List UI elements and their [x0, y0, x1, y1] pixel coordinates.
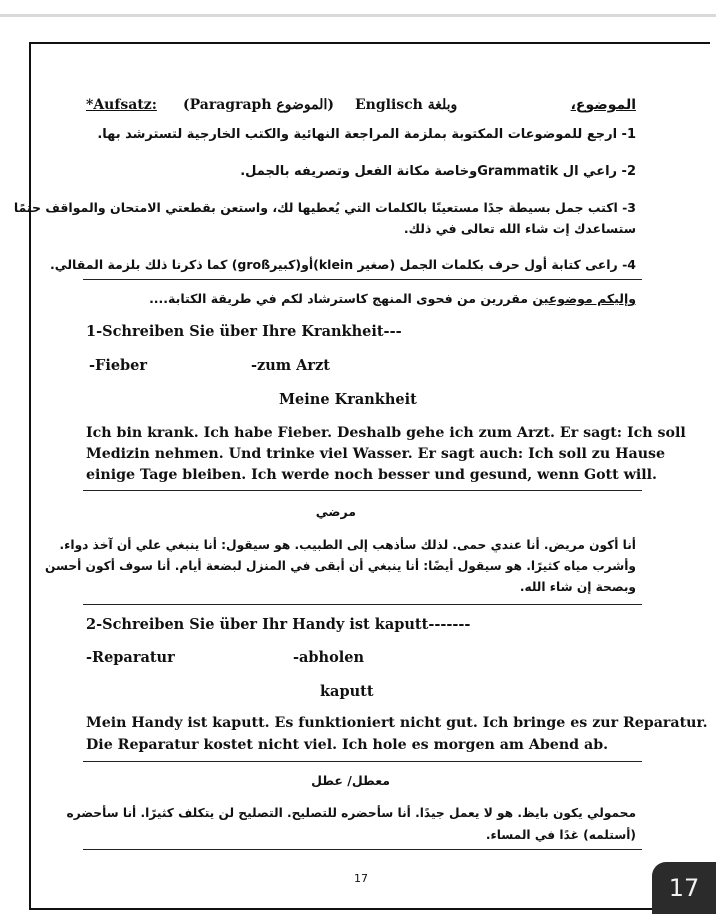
instruction-1: 1- ارجع للموضوعات المكتوبة بملزمة المراجعة النهائية والكتب الخارجية لتسترشد بها. — [97, 127, 636, 142]
essay2-line-1: Mein Handy ist kaputt. Es funktioniert nicht gut. Ich bringe es zur Reparatur. — [86, 715, 708, 731]
essay2-prompt: 2-Schreiben Sie über Ihr Handy ist kaputt------- — [86, 616, 471, 633]
divider — [83, 490, 642, 491]
essay1-title: Meine Krankheit — [279, 391, 417, 408]
essay2-ar-line-1: محمولي يكون بايظ. هو لا يعمل جيدًا. أنا سأحضره للتصليح. التصليح لن يتكلف كثيرًا. أنا سأحضره — [66, 806, 636, 820]
essay1-hint-2: -zum Arzt — [251, 357, 331, 374]
page-number: 17 — [354, 872, 368, 885]
viewer-page-indicator[interactable]: 17 — [652, 862, 716, 914]
aufsatz-label: *Aufsatz: — [86, 97, 157, 113]
divider — [83, 761, 642, 762]
divider — [83, 604, 642, 605]
instruction-4: 4- راعى كتابة أول حرف بكلمات الجمل (صغير klein)أو(كبيرgroß) كما ذكرنا ذلك بلزمة المقالي. — [49, 257, 636, 272]
essay2-ar-title: معطل/ عطل — [311, 773, 390, 788]
essay1-prompt: 1-Schreiben Sie über Ihre Krankheit--- — [86, 323, 402, 340]
essay2-ar-line-2: (أستلمه) غدًا في المساء. — [485, 828, 636, 842]
instruction-3-cont: ستساعدك إت شاء الله تعالى في ذلك. — [403, 221, 636, 236]
essay1-line-3: einige Tage bleiben. Ich werde noch besser und gesund, wenn Gott will. — [86, 467, 657, 483]
essay1-ar-title: مرضي — [315, 504, 356, 519]
essay1-ar-line-1: أنا أكون مريض. أنا عندي حمى. لذلك سأذهب إلى الطبيب. هو سيقول: أنا ينبغي علي أن آخذ دواء. — [59, 538, 636, 552]
instruction-2: 2- راعي ال Grammatikوخاصة مكانة الفعل وتصريفه بالجمل. — [240, 164, 636, 179]
intro-prefix: وإليكم موضوعين — [532, 291, 636, 306]
essay1-ar-line-3: وبصحة إن شاء الله. — [519, 580, 636, 594]
essay2-hint-1: -Reparatur — [86, 649, 175, 666]
essay2-title: kaputt — [320, 683, 374, 700]
essay1-hint-1: -Fieber — [89, 357, 148, 374]
essay1-ar-line-2: وأشرب مياه كثيرًا. هو سيقول أيضًا: أنا ينبغي أن أبقى في المنزل لبضعة أيام. أنا سوف أكون أحسن — [44, 559, 636, 573]
viewer-top-bar — [0, 0, 716, 17]
instruction-3: 3- اكتب جمل بسيطة جدًا مستعينًا بالكلمات التي يُعطيها لك، واستعن بقطعتي الامتحان والمواقف حتمًا — [13, 200, 636, 215]
divider — [83, 849, 642, 850]
paragraph-label: (Paragraph الموضوع) — [183, 97, 334, 113]
intro-rest: مقررين من فحوى المنهج كاسترشاد لكم في طريقة الكتابة.... — [149, 291, 533, 306]
essay2-line-2: Die Reparatur kostet nicht viel. Ich hole es morgen am Abend ab. — [86, 737, 609, 753]
essay2-hint-2: -abholen — [293, 649, 365, 666]
divider — [83, 279, 642, 280]
topic-label: الموضوع، — [570, 97, 636, 113]
englisch-label: Englisch وبلغة — [355, 97, 458, 113]
intro-line — [149, 291, 636, 306]
essay1-line-2: Medizin nehmen. Und trinke viel Wasser. Er sagt auch: Ich soll zu Hause — [86, 446, 666, 462]
essay1-line-1: Ich bin krank. Ich habe Fieber. Deshalb gehe ich zum Arzt. Er sagt: Ich soll — [86, 425, 686, 441]
